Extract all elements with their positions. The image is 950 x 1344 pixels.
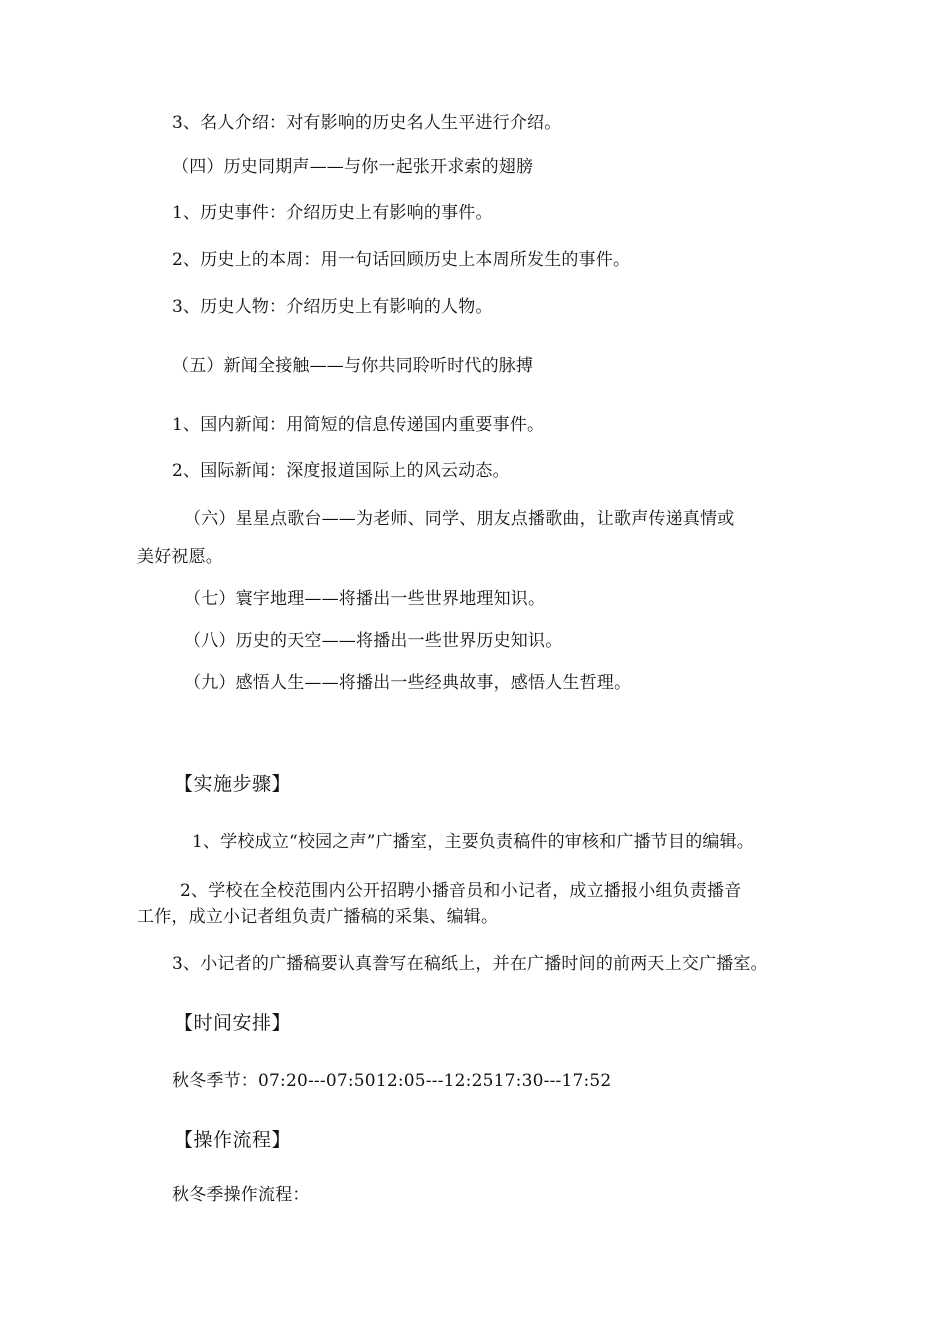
- schedule-heading: 【时间安排】: [174, 1012, 292, 1034]
- implementation-step-1: 1、学校成立“校园之声”广播室，主要负责稿件的审核和广播节目的编辑。: [192, 832, 754, 852]
- process-heading: 【操作流程】: [174, 1129, 292, 1151]
- process-text: 秋冬季操作流程：: [172, 1185, 310, 1205]
- item-history-this-week: 2、历史上的本周：用一句话回顾历史上本周所发生的事件。: [172, 250, 631, 270]
- item-famous-people: 3、名人介绍：对有影响的历史名人生平进行介绍。: [172, 113, 562, 133]
- section-geography-title: （七）寰宇地理——将播出一些世界地理知识。: [184, 589, 546, 609]
- implementation-step-3: 3、小记者的广播稿要认真誊写在稿纸上，并在广播时间的前两天上交广播室。: [172, 954, 768, 974]
- implementation-heading: 【实施步骤】: [174, 773, 292, 795]
- schedule-times: 秋冬季节：07:20---07:5012:05---12:2517:30---17:52: [172, 1071, 612, 1091]
- implementation-step-2-continued: 工作，成立小记者组负责广播稿的采集、编辑。: [137, 907, 499, 927]
- item-international-news: 2、国际新闻：深度报道国际上的风云动态。: [172, 461, 510, 481]
- implementation-step-2: 2、学校在全校范围内公开招聘小播音员和小记者，成立播报小组负责播音: [180, 881, 742, 901]
- section-life-insight-title: （九）感悟人生——将播出一些经典故事，感悟人生哲理。: [184, 673, 632, 693]
- section-news-title: （五）新闻全接触——与你共同聆听时代的脉搏: [172, 356, 534, 376]
- section-song-request-continued: 美好祝愿。: [137, 547, 223, 567]
- item-domestic-news: 1、国内新闻：用简短的信息传递国内重要事件。: [172, 415, 545, 435]
- item-history-events: 1、历史事件：介绍历史上有影响的事件。: [172, 203, 493, 223]
- section-song-request-title: （六）星星点歌台——为老师、同学、朋友点播歌曲，让歌声传递真情或: [184, 509, 735, 529]
- section-history-echo-title: （四）历史同期声——与你一起张开求索的翅膀: [172, 157, 534, 177]
- item-history-figures: 3、历史人物：介绍历史上有影响的人物。: [172, 297, 493, 317]
- section-history-sky-title: （八）历史的天空——将播出一些世界历史知识。: [184, 631, 563, 651]
